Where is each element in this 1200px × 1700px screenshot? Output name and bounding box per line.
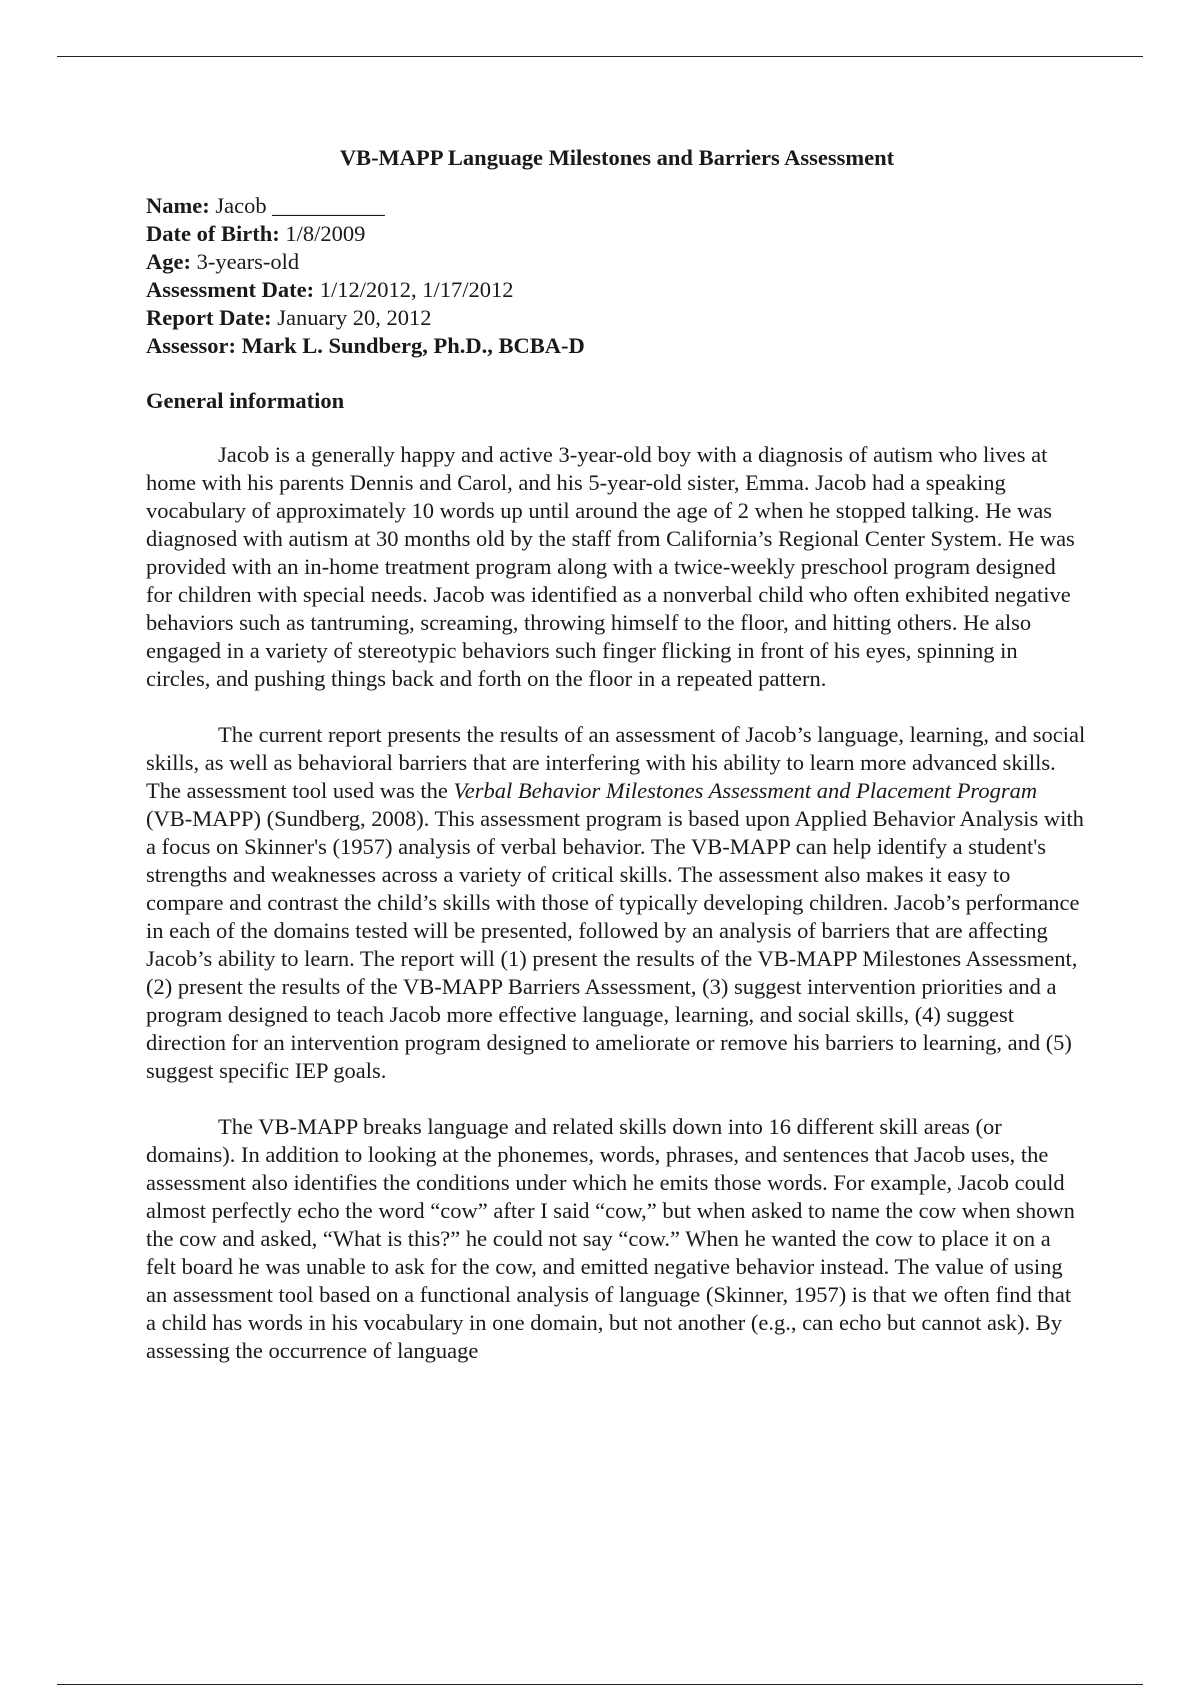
report-date-label: Report Date:: [146, 305, 272, 330]
assessor-row: [146, 332, 1086, 360]
assessment-title-italic: Verbal Behavior Milestones Assessment and Placement Program: [453, 778, 1038, 803]
assessment-date-row: [146, 276, 1086, 304]
paragraph-general-information: Jacob is a generally happy and active 3-year-old boy with a diagnosis of autism who lives at home with his parents Dennis and Carol, and his 5-year-old sister, Emma. Jacob had a speaking vocabulary of approximately 10 words up until around the age of 2 when he stopped talking. He was diagnosed with autism at 30 months old by the staff from California’s Regional Center System. He was provided with an in-home treatment program along with a twice-weekly preschool program designed for children with special needs. Jacob was identified as a nonverbal child who often exhibited negative behaviors such as tantruming, screaming, throwing himself to the floor, and hitting others. He also engaged in a variety of stereotypic behaviors such finger flicking in front of his eyes, spinning in circles, and pushing things back and forth on the floor in a repeated pattern.: [146, 442, 1075, 691]
report-date-value: January 20, 2012: [271, 305, 432, 330]
assessor-value: Mark L. Sundberg, Ph.D., BCBA-D: [236, 333, 585, 358]
document-title: VB-MAPP Language Milestones and Barriers Assessment: [339, 145, 895, 170]
name-value: Jacob __________: [209, 193, 385, 218]
dob-label: Date of Birth:: [146, 221, 280, 246]
paragraph-current-report-part2: (VB-MAPP) (Sundberg, 2008). This assessment program is based upon Applied Behavior Analysis with a focus on Skinner's (1957) analysis of verbal behavior. The VB-MAPP can help identify a student's strengths and weaknesses across a variety of critical skills. The assessment also makes it easy to compare and contrast the child’s skills with those of typically developing children. Jacob’s performance in each of the domains tested will be presented, followed by an analysis of barriers that are affecting Jacob’s ability to learn. The report will (1) present the results of the VB-MAPP Milestones Assessment, (2) present the results of the VB-MAPP Barriers Assessment, (3) suggest intervention priorities and a program designed to teach Jacob more effective language, learning, and social skills, (4) suggest direction for an intervention program designed to ameliorate or remove his barriers to learning, and (5) suggest specific IEP goals.: [146, 806, 1084, 1083]
age-value: 3-years-old: [190, 249, 300, 274]
section-heading-general-information: General information: [146, 388, 345, 413]
paragraph-skill-areas: The VB-MAPP breaks language and related skills down into 16 different skill areas (or domains). In addition to looking at the phonemes, words, phrases, and sentences that Jacob uses, the assessment also identifies the conditions under which he emits those words. For example, Jacob could almost perfectly echo the word “cow” after I said “cow,” but when asked to name the cow when shown the cow and asked, “What is this?” he could not say “cow.” When he wanted the cow to place it on a felt board he was unable to ask for the cow, and emitted negative behavior instead. The value of using an assessment tool based on a functional analysis of language (Skinner, 1957) is that we often find that a child has words in his vocabulary in one domain, but not another (e.g., can echo but cannot ask). By assessing the occurrence of language: [146, 1114, 1075, 1363]
assessment-date-value: 1/12/2012, 1/17/2012: [314, 277, 514, 302]
top-rule: [57, 56, 1143, 57]
age-row: [146, 248, 1086, 276]
dob-value: 1/8/2009: [279, 221, 366, 246]
bottom-rule: [57, 1684, 1143, 1685]
assessor-label: Assessor:: [146, 333, 236, 358]
paragraph-current-report-part1: The current report presents the results of an assessment of Jacob’s language, learning, and social skills, as well as behavioral barriers that are interfering with his ability to learn more advanced skills. The assessment tool used was the: [146, 722, 1086, 803]
age-label: Age:: [146, 249, 191, 274]
assessment-date-label: Assessment Date:: [146, 277, 315, 302]
document-page: [146, 144, 1086, 1393]
report-metadata: [146, 192, 1086, 360]
name-row: [146, 192, 1086, 220]
name-label: Name:: [146, 193, 210, 218]
paragraph-current-report: [146, 721, 1086, 1085]
dob-row: [146, 220, 1086, 248]
report-date-row: [146, 304, 1086, 332]
